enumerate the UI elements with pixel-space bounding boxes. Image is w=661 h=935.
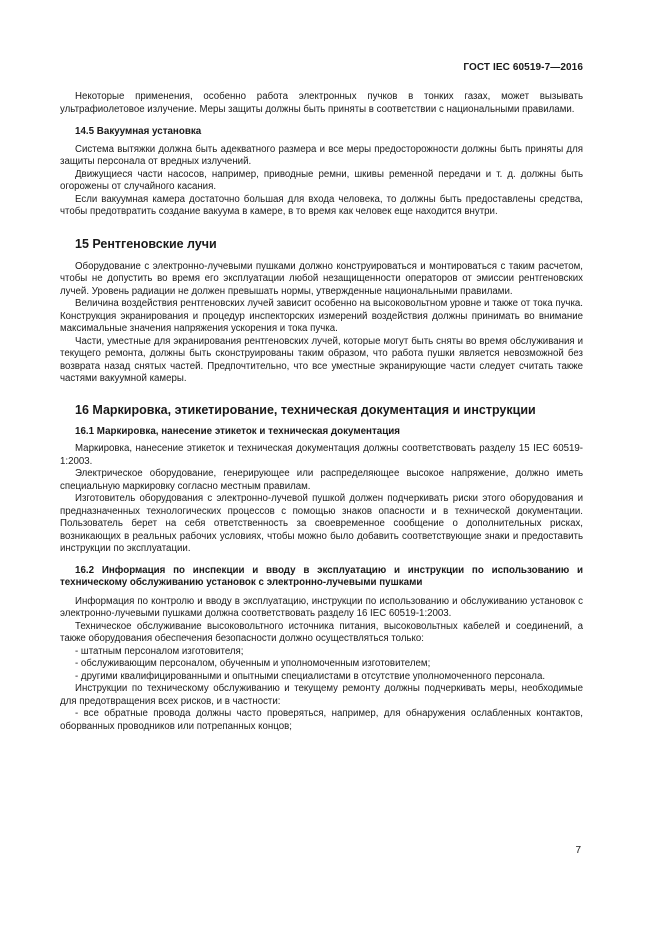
paragraph: Оборудование с электронно-лучевыми пушками должно конструироваться и монтироваться с таким расчетом, чтобы не допустить во время его эксплуатации любой незащищенности операторов от эмиссии рентгеновских лучей. Уровень радиации не должен превышать нормы, утвержденные национальными правилами. — [60, 260, 583, 297]
paragraph: Изготовитель оборудования с электронно-лучевой пушкой должен подчеркивать риски этого оборудования и предназначенных технологических процессов с помощью знаков опасности и в технической документации. Пользователь берет на себя ответственность за своевременное сообщение о дополнительных рисках, возникающих в реальных рабочих условиях, чтобы можно было добавить соответствующие знаки и предоставить инструкции по эксплуатации. — [60, 493, 583, 554]
list-item: - штатным персоналом изготовителя; — [75, 645, 244, 657]
paragraph: Некоторые применения, особенно работа электронных пучков в тонких газах, может вызывать ультрафиолетовое излучение. Меры защиты должны быть приняты в соответствии с национальными правилами. — [60, 91, 583, 115]
paragraph: Система вытяжки должна быть адекватного размера и все меры предосторожности должны быть приняты для защиты персонала от вредных излучений. — [60, 143, 583, 167]
subsection-heading-16-1: 16.1 Маркировка, нанесение этикеток и техническая документация — [75, 425, 400, 437]
paragraph: Маркировка, нанесение этикеток и техническая документация должны соответствовать разделу 15 IEC 60519-1:2003. — [60, 443, 583, 467]
paragraph: Движущиеся части насосов, например, приводные ремни, шкивы ременной передачи и т. д. должны быть огорожены от случайного касания. — [60, 168, 583, 192]
page-number: 7 — [575, 845, 581, 856]
paragraph: Части, уместные для экранирования рентгеновских лучей, которые могут быть сняты во время обслуживания и текущего ремонта, должны быть сконструированы таким образом, что работа пушки является невозможной без возврата назад снятых частей. Предпочтительно, что все уместные экранирующие части следует считать также частями вакуумной камеры. — [60, 335, 583, 384]
standard-header: ГОСТ IEC 60519-7—2016 — [463, 62, 583, 73]
list-item: - обслуживающим персоналом, обученным и уполномоченным изготовителем; — [75, 658, 431, 669]
paragraph: Электрическое оборудование, генерирующее или распределяющее высокое напряжение, должно иметь специальную маркировку согласно местным правилам. — [60, 468, 583, 492]
paragraph: Техническое обслуживание высоковольтного источника питания, высоковольтных кабелей и соединений, а также оборудования обеспечения безопасности должно осуществляться только: — [60, 620, 583, 644]
subsection-heading-14-5: 14.5 Вакуумная установка — [75, 126, 202, 137]
list-item: - другими квалифицированными и опытными специалистами в отсутствие уполномоченного персонала. — [75, 670, 546, 682]
paragraph: Если вакуумная камера достаточно большая для входа человека, то должны быть предоставлены средства, чтобы предотвратить создание вакуума в камере, в то время как человек еще находится внутри. — [60, 193, 583, 217]
section-heading-16: 16 Маркировка, этикетирование, техническая документация и инструкции — [75, 402, 536, 417]
subsection-heading-16-2: 16.2 Информация по инспекции и вводу в эксплуатацию и инструкции по использованию и техническому обслуживанию установок с электронно-лучевыми пушками — [60, 564, 583, 588]
paragraph: Информация по контролю и вводу в эксплуатацию, инструкции по использованию и обслуживанию установок с электронно-лучевыми пушками должна соответствовать разделу 16 IEC 60519-1:2003. — [60, 595, 583, 619]
list-item: - все обратные провода должны часто проверяться, например, для обнаружения ослабленных контактов, оборванных проводников или потрепанных концов; — [60, 708, 583, 732]
paragraph: Величина воздействия рентгеновских лучей зависит особенно на высоковольтном уровне и также от тока пучка. Конструкция экранирования и процедур инспекторских измерений воздействия должны принимать во внимание максимальные значения напряжения ускорения и тока пучка. — [60, 298, 583, 334]
page-content — [60, 91, 583, 733]
section-heading-15: 15 Рентгеновские лучи — [75, 236, 217, 251]
paragraph: Инструкции по техническому обслуживанию и текущему ремонту должны подчеркивать меры, необходимые для предотвращения всех рисков, и в частности: — [60, 683, 583, 707]
